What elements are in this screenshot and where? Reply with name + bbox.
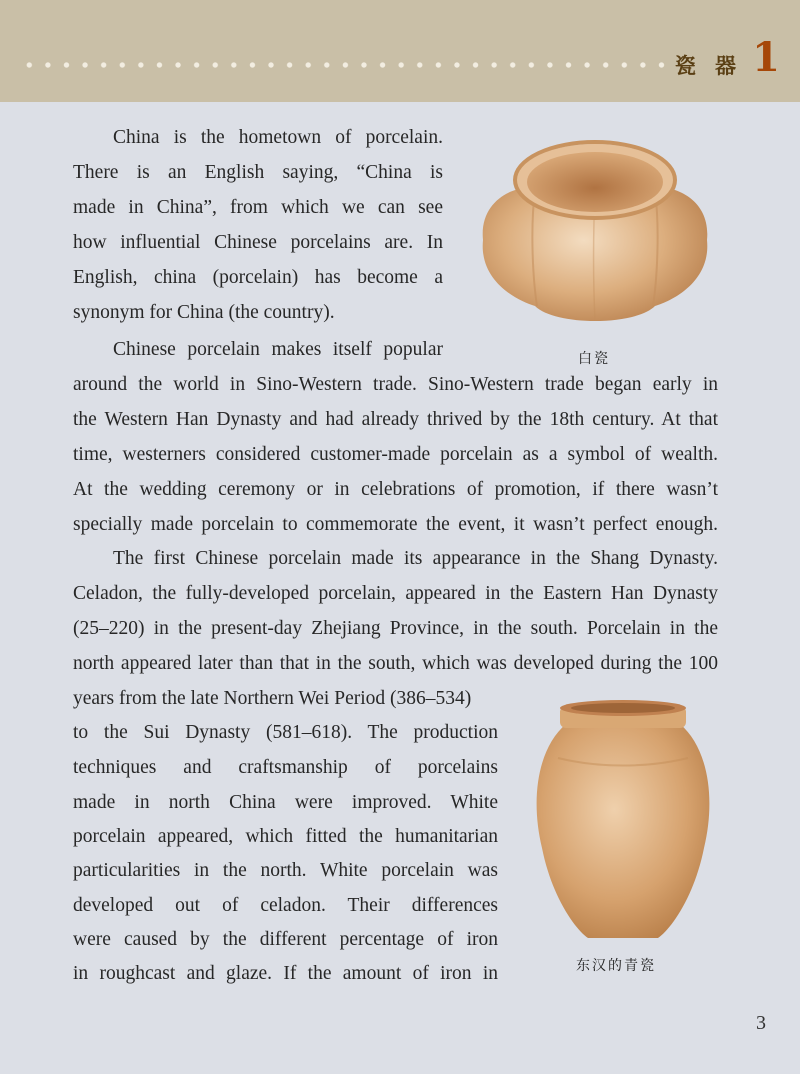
text-line: porcelain appeared, which fitted the humanitarian [73,826,498,847]
header-dotted-rule [20,60,675,70]
text-line: to the Sui Dynasty (581–618). The production [73,722,498,743]
text-line: time, westerners considered customer-made porcelain as a symbol of wealth. [73,444,718,465]
text-line: how influential Chinese porcelains are. In [73,232,443,253]
text-line: English, china (porcelain) has become a [73,267,443,288]
text-line: Chinese porcelain makes itself popular [113,339,443,360]
text-line: particularities in the north. White porcelain was [73,860,498,881]
jar-caption: 东汉的青瓷 [576,958,656,974]
bowl-caption: 白瓷 [578,351,610,367]
chapter-title: 瓷 器 [674,53,742,78]
text-line: in roughcast and glaze. If the amount of iron in [73,963,498,984]
text-line: years from the late Northern Wei Period (386–534) [73,688,472,709]
text-line: were caused by the different percentage of iron [73,929,498,950]
text-line: specially made porcelain to commemorate the event, it wasn’t perfect enough. [73,514,718,535]
text-line: Celadon, the fully-developed porcelain, appeared in the Eastern Han Dynasty [73,583,718,604]
text-line: China is the hometown of porcelain. [113,127,443,148]
text-line: made in China”, from which we can see [73,197,443,218]
text-line: The first Chinese porcelain made its appearance in the Shang Dynasty. [113,548,718,569]
text-line: There is an English saying, “China is [73,162,443,183]
chapter-number: 1 [752,34,780,81]
text-line: (25–220) in the present-day Zhejiang Province, in the south. Porcelain in the [73,618,718,639]
header-band [0,0,800,102]
text-line: the Western Han Dynasty and had already thrived by the 18th century. At that [73,409,718,430]
text-line: made in north China were improved. White [73,792,498,813]
text-line: north appeared later than that in the south, which was developed during the 100 [73,653,718,674]
text-line: At the wedding ceremony or in celebrations of promotion, if there wasn’t [73,479,718,500]
text-line: techniques and craftsmanship of porcelains [73,757,498,778]
page-number: 3 [756,1012,766,1034]
text-line: developed out of celadon. Their differences [73,895,498,916]
text-line: around the world in Sino-Western trade. Sino-Western trade began early in [73,374,718,395]
text-line: synonym for China (the country). [73,302,335,323]
